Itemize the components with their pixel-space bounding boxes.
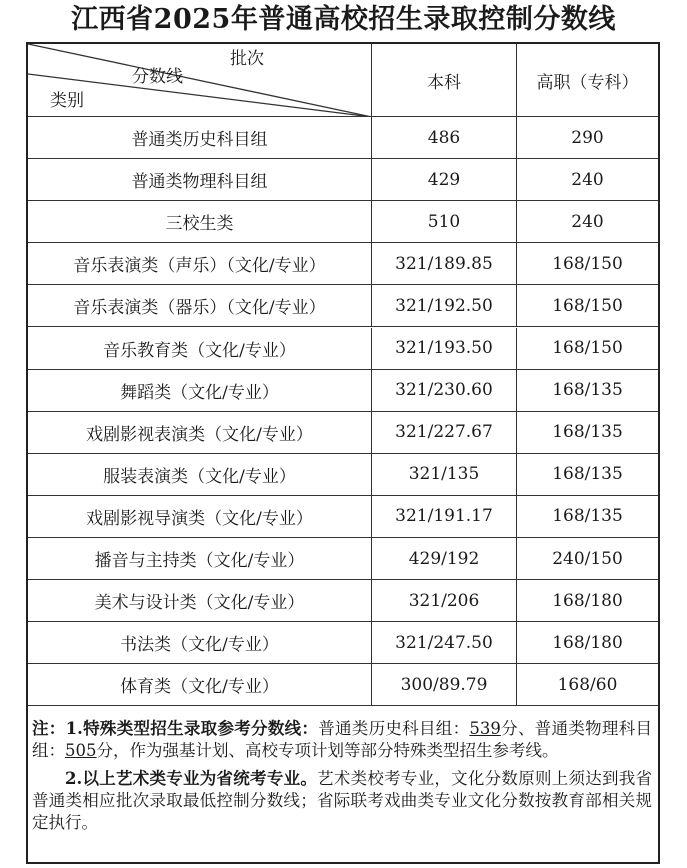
vocational-cell: 168/150 — [552, 253, 623, 274]
category-cell: 戏剧影视表演类（文化/专业） — [28, 412, 372, 453]
vocational-cell: 168/135 — [552, 506, 623, 527]
header-category-label: 类别 — [50, 91, 84, 111]
table-row — [28, 580, 658, 622]
header-score-label: 分数线 — [132, 67, 183, 87]
vocational-cell: 168/135 — [552, 380, 623, 401]
category-cell: 书法类（文化/专业） — [28, 622, 372, 663]
table-row — [28, 496, 658, 538]
note-1-text-a: 普通类历史科目组： — [318, 719, 470, 738]
vocational-cell: 168/180 — [552, 590, 623, 611]
header-batch-label: 批次 — [230, 49, 264, 69]
table-row — [28, 159, 658, 201]
table-row — [28, 622, 658, 664]
table-note — [28, 714, 658, 862]
bachelor-cell: 321/230.60 — [372, 370, 517, 411]
vocational-cell: 240 — [571, 169, 604, 190]
bachelor-cell: 510 — [372, 201, 517, 242]
table-row — [28, 538, 658, 580]
table-row — [28, 370, 658, 412]
table-row — [28, 328, 658, 370]
diagonal-header-cell — [28, 44, 372, 116]
note-1-physics-score: 505 — [65, 741, 97, 760]
note-paragraph-2 — [32, 768, 652, 834]
vocational-cell: 168/150 — [552, 338, 623, 359]
page-title: 江西省2025年普通高校招生录取控制分数线 — [71, 4, 616, 35]
table-row — [28, 243, 658, 285]
note-1-history-score: 539 — [469, 719, 501, 738]
bachelor-cell: 321/227.67 — [372, 412, 517, 453]
note-1-lead: 注：1.特殊类型招生录取参考分数线： — [32, 719, 319, 738]
bachelor-cell: 321/192.50 — [372, 285, 517, 326]
category-cell: 舞蹈类（文化/专业） — [28, 370, 372, 411]
note-paragraph-1 — [32, 718, 652, 762]
vocational-cell: 240/150 — [552, 548, 623, 569]
category-cell: 体育类（文化/专业） — [28, 664, 372, 705]
bachelor-cell: 321/247.50 — [372, 622, 517, 663]
table-header-row — [28, 44, 658, 117]
category-cell: 戏剧影视导演类（文化/专业） — [28, 496, 372, 537]
score-table — [26, 42, 660, 864]
vocational-cell: 240 — [571, 211, 604, 232]
note-1-text-b: 分、普通类物理科目组： — [32, 719, 652, 760]
vocational-cell: 168/135 — [552, 422, 623, 443]
bachelor-cell: 321/191.17 — [372, 496, 517, 537]
vocational-cell: 168/150 — [552, 295, 623, 316]
category-cell: 美术与设计类（文化/专业） — [28, 580, 372, 621]
category-cell: 音乐表演类（声乐）（文化/专业） — [28, 243, 372, 284]
category-cell: 音乐表演类（器乐）（文化/专业） — [28, 285, 372, 326]
bachelor-cell: 486 — [372, 117, 517, 158]
table-row — [28, 412, 658, 454]
category-cell: 音乐教育类（文化/专业） — [28, 328, 372, 369]
note-2-text: 艺术类校考专业，文化分数原则上须达到我省普通类相应批次录取最低控制分数线；省际联考戏曲类专业文化分数按教育部相关规定执行。 — [32, 769, 652, 832]
bachelor-cell: 429 — [372, 159, 517, 200]
vocational-cell: 168/135 — [552, 464, 623, 485]
table-row — [28, 201, 658, 243]
category-cell: 普通类历史科目组 — [28, 117, 372, 158]
bachelor-cell: 429/192 — [372, 538, 517, 579]
vocational-cell: 168/60 — [557, 674, 618, 695]
table-row — [28, 285, 658, 327]
bachelor-cell: 321/189.85 — [372, 243, 517, 284]
category-cell: 服装表演类（文化/专业） — [28, 454, 372, 495]
bachelor-cell: 321/193.50 — [372, 328, 517, 369]
table-row — [28, 117, 658, 159]
vocational-cell: 290 — [571, 127, 604, 148]
note-2-lead: 2.以上艺术类专业为省统考专业。 — [65, 769, 318, 788]
table-row — [28, 454, 658, 496]
note-1-text-c: 分，作为强基计划、高校专项计划等部分特殊类型招生参考线。 — [96, 741, 559, 760]
category-cell: 普通类物理科目组 — [28, 159, 372, 200]
category-cell: 三校生类 — [28, 201, 372, 242]
bachelor-cell: 321/135 — [372, 454, 517, 495]
table-row — [28, 664, 658, 706]
vocational-cell: 168/180 — [552, 632, 623, 653]
header-vocational: 高职（专科） — [536, 72, 639, 93]
header-bachelor: 本科 — [372, 44, 517, 116]
category-cell: 播音与主持类（文化/专业） — [28, 538, 372, 579]
bachelor-cell: 300/89.79 — [372, 664, 517, 705]
bachelor-cell: 321/206 — [372, 580, 517, 621]
